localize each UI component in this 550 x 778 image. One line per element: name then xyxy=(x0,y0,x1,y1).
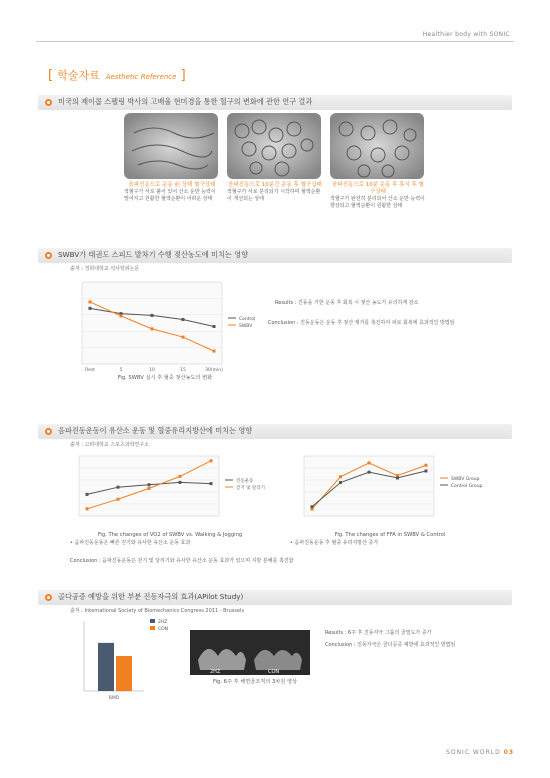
header-text: Healthier body with SONIC xyxy=(422,31,510,38)
data-point xyxy=(339,481,342,484)
section1-heading: 미국의 제이콥 스펠링 박사의 고배율 현미경을 통한 혈구의 변화에 관한 연구 결과 xyxy=(58,97,313,106)
header-rule xyxy=(36,41,514,42)
data-point xyxy=(86,493,89,496)
panel-1-text: 적혈구가 서로 붙어 있어 산소 운반 능력이 떨어지고 원활한 혈액순환이 어려운 상태 xyxy=(124,189,216,202)
data-point xyxy=(117,498,120,501)
ffa-chart xyxy=(290,450,490,530)
data-point xyxy=(182,336,185,339)
panel-3-caption: 음파진동으로 10분 운동 후 휴식 후 혈구상태 xyxy=(332,182,424,195)
legend-label: Control xyxy=(239,317,256,322)
section4-bar xyxy=(38,590,512,605)
legend-label: Control Group xyxy=(451,484,483,489)
section2-bar xyxy=(38,248,512,263)
bullet-icon xyxy=(45,428,52,435)
bullet-icon xyxy=(45,594,52,601)
legend-label: SWBV Group xyxy=(451,477,480,482)
data-point xyxy=(339,475,342,478)
image-before xyxy=(124,113,218,179)
section2-results: Results : 진동을 가한 운동 후 회복 시 젖산 농도가 유의하게 감소 xyxy=(275,300,419,306)
section3-source: 출처 : 고려대학교 스포츠과학연구소 xyxy=(70,442,149,448)
data-point xyxy=(396,476,399,479)
section2-source: 출처 : 경희대학교 석사학위논문 xyxy=(70,266,140,272)
x-tick-label: 15 xyxy=(180,368,186,373)
panel-2-caption: 음파진동으로 10분간 운동 후 혈구상태 xyxy=(228,182,322,188)
data-point xyxy=(148,483,151,486)
lactate-chart xyxy=(70,278,260,378)
data-point xyxy=(179,475,182,478)
section3-fig2-note: • 음파진동운동 후 혈중 유리지방산 증가 xyxy=(290,540,379,546)
data-point xyxy=(148,487,151,490)
legend-label: 진동운동 xyxy=(236,479,254,484)
title-en: Aesthetic Reference xyxy=(105,73,177,81)
bar-1 xyxy=(116,656,132,691)
x-tick-label: BMD xyxy=(108,696,120,701)
data-point xyxy=(425,464,428,467)
vo2-chart xyxy=(65,450,265,530)
data-point xyxy=(213,350,216,353)
section3-bar xyxy=(38,424,512,439)
data-point xyxy=(368,461,371,464)
bmd-chart xyxy=(70,615,180,705)
section2-conclusion: Conclusion : 진동운동은 운동 후 젖산 제거를 촉진하여 피로 회복에 효과적인 방법임 xyxy=(268,320,455,326)
footer-text: SONIC WORLD xyxy=(446,749,501,756)
data-point xyxy=(179,481,182,484)
data-point xyxy=(120,314,123,317)
x-tick-label: Rest xyxy=(85,368,95,373)
label-con: CON xyxy=(268,669,280,675)
section4-fig-caption: Fig. 6주 후 해면골조직의 3차원 영상 xyxy=(213,679,297,685)
data-point xyxy=(89,300,92,303)
panel-2-text: 적혈구가 서로 분리되기 시작하며 혈액순환이 개선되는 상태 xyxy=(227,189,321,202)
panel-2 xyxy=(227,182,323,203)
data-point xyxy=(151,314,154,317)
legend-label: CON xyxy=(158,627,169,632)
plot-area xyxy=(304,456,434,516)
section3-conclusion: Conclusion : 음파진동운동은 걷기 및 달리기와 유사한 유산소 운동 효과가 있으며 지방 분해를 촉진함 xyxy=(70,558,294,564)
legend-label: 2HZ xyxy=(158,620,168,625)
data-point xyxy=(210,459,213,462)
section2-heading: SWBV가 태권도 스피드 발차기 수행 젖산농도에 미치는 영향 xyxy=(58,250,249,259)
bar-0 xyxy=(98,643,114,691)
data-point xyxy=(86,507,89,510)
plot-area xyxy=(82,282,222,364)
blood-cell-images xyxy=(124,113,424,181)
data-point xyxy=(210,482,213,485)
legend-swatch xyxy=(150,619,155,623)
section1-bar xyxy=(38,95,512,110)
legend-swatch xyxy=(150,626,155,630)
image-10min xyxy=(227,113,321,179)
label-2hz: 2HZ xyxy=(210,669,221,675)
data-point xyxy=(311,505,314,508)
bullet-icon xyxy=(45,252,52,259)
page-number: 03 xyxy=(503,749,514,756)
section4-source: 출처 : International Society of Biomechanics Congress 2011 - Brussels xyxy=(70,608,245,614)
legend-label: 걷기 및 달리기 xyxy=(236,486,265,491)
data-point xyxy=(182,318,185,321)
x-tick-label: 30(min) xyxy=(205,368,223,373)
data-point xyxy=(368,471,371,474)
image-rest xyxy=(330,113,424,179)
footer xyxy=(446,749,514,756)
x-tick-label: 5 xyxy=(119,368,123,373)
data-point xyxy=(213,325,216,328)
section3-fig2-caption: Fig. The changes of FFA in SWBV & Control xyxy=(334,532,446,538)
section2-fig-caption: Fig. SWBV 실시 후 혈중 젖산농도의 변화 xyxy=(117,375,213,381)
section4-conclusion: Conclusion : 진동자극은 골다공증 예방에 효과적인 방법임 xyxy=(325,642,456,648)
section3-fig1-caption: Fig. The changes of VO2 of SWBV vs. Walking & Jogging xyxy=(97,532,243,538)
x-tick-label: 10 xyxy=(149,368,155,373)
data-point xyxy=(89,307,92,310)
section4-heading: 골다공증 예방을 위한 부분 진동자극의 효과(APilot Study) xyxy=(58,592,244,601)
title-ko: 학술자료 xyxy=(57,69,100,82)
section3-heading: 음파진동운동이 유산소 운동 및 혈중유리지방산에 미치는 영향 xyxy=(58,426,253,435)
section3-fig1-note: • 음파진동운동은 빠른 걷기와 유사한 유산소 운동 효과 xyxy=(70,540,191,546)
data-point xyxy=(151,327,154,330)
legend-label: SWBV xyxy=(239,324,253,329)
page-title: [ 학술자료 Aesthetic Reference ] xyxy=(48,68,186,83)
panel-3 xyxy=(330,182,426,210)
bone-3d-images xyxy=(190,630,310,675)
data-point xyxy=(117,486,120,489)
panel-1-caption: 음파진동으로 운동 前 상태 혈구상태 xyxy=(128,182,216,188)
section4-results: Results : 6주 후 진동자극 그룹의 골밀도가 증가 xyxy=(325,630,432,636)
bullet-icon xyxy=(45,99,52,106)
panel-1 xyxy=(124,182,220,203)
data-point xyxy=(425,470,428,473)
panel-3-text: 적혈구가 완전히 분리되어 산소 운반 능력이 향상되고 혈액순환이 원활한 상태 xyxy=(330,196,425,209)
